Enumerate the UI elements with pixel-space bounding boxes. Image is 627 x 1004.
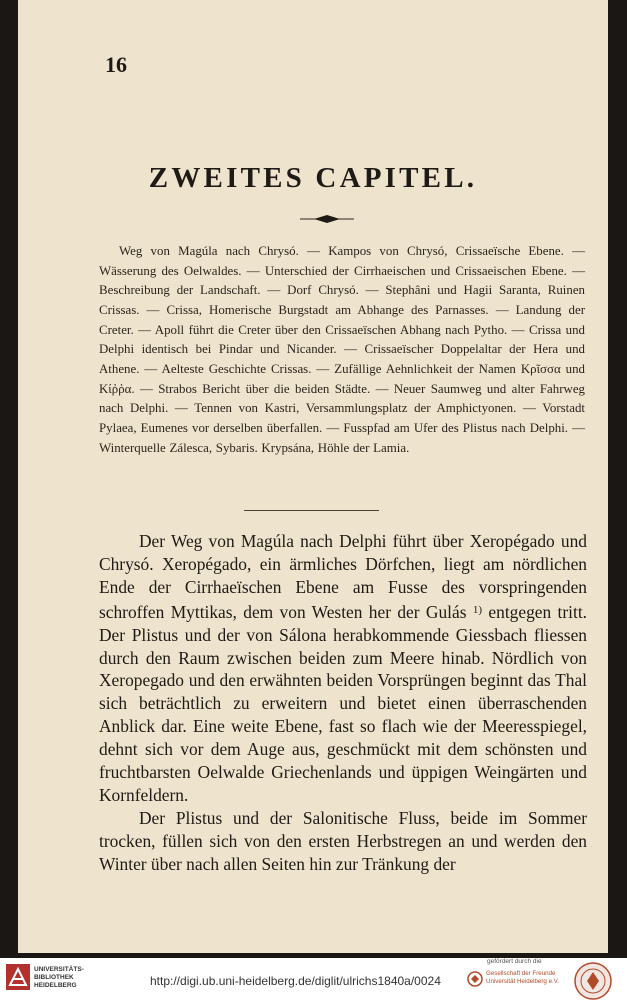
page-number: 16 bbox=[105, 52, 127, 77]
section-divider bbox=[244, 510, 379, 511]
ornament-rule-icon bbox=[300, 213, 354, 225]
library-name: UNIVERSITÄTS- BIBLIOTHEK HEIDELBERG bbox=[34, 966, 84, 989]
paragraph-2: Der Plistus und der Salonitische Fluss, beide im Sommer trocken, füllen sich von den ersten Herbstregen an und werden den Winter über nach allen Seiten hin zur Tränkung der bbox=[99, 807, 587, 874]
body-text bbox=[99, 530, 587, 876]
footnote-reference[interactable]: 1) bbox=[472, 603, 483, 616]
society-name: Gesellschaft der Freunde Universität Heidelberg e.V. bbox=[486, 970, 560, 985]
book-page bbox=[18, 0, 608, 953]
chapter-title: ZWEITES CAPITEL. bbox=[148, 162, 478, 194]
digitization-footer bbox=[0, 958, 627, 1004]
permalink-url[interactable]: http://digi.ub.uni-heidelberg.de/diglit/ulrichs1840a/0024 bbox=[150, 974, 441, 988]
university-seal-icon bbox=[573, 961, 613, 1001]
funded-by-label: gefördert durch die bbox=[487, 958, 542, 965]
chapter-summary: Weg von Magúla nach Chrysó. — Kampos von Chrysó, Crissaeïsche Ebene. — Wässerung des Oelwaldes. — Unterschied der Cirrhaeischen und Crissaeischen Ebene. — Beschreibung der Landschaft. — Dorf Chrysó. — Stephâni und Hagii Saranta, Ruinen Crissas. — Crissa, Homerische Burgstadt am Abhange des Parnasses. — Landung der Creter. — Apoll führt die Creter über den Crissaeïschen Abhang nach Pytho. — Crissa und Delphi identisch bei Pindar und Nicander. — Crissaeïscher Doppelaltar der Hera und Athene. — Aelteste Geschichte Crissas. — Zufällige Aehnlichkeit der Namen Κρῖσσα und Κίῤῥα. — Strabos Bericht über die beiden Städte. — Neuer Saumweg und alter Fahrweg nach Delphi. — Tennen von Kastri, Versammlungsplatz der Amphictyonen. — Vorstadt Pylaea, Eumenes vor derselben überfallen. — Fusspfad am Ufer des Plistus nach Delphi. — Winterquelle Zálesca, Sybaris. Krypsána, Höhle der Lamia. bbox=[99, 244, 585, 455]
paragraph-1: Der Weg von Magúla nach Delphi führt über Xeropégado und Chrysó. Xeropégado, ein ärmliches Dörfchen, liegt am nördlichen Ende der Cirrhaeïschen Ebene am Fusse des vorspringenden schroffen Myttikas, dem von Westen her der Gulás $^{1)}$ entgegen tritt. Der Plistus und der von Sálona herabkommende Giessbach fliessen durch den Raum zwischen beiden zum Meere hinab. Nördlich von Xeropegado und den erwähnten beiden Vorsprüngen beginnt das Thal sich beträchtlich zu erweitern und bietet einen überraschenden Anblick dar. Eine weite Ebene, fast so flach wie der Meeresspiegel, dehnt sich vor dem Auge aus, geschmückt mit dem schönsten und fruchtbarsten Oelwalde Griechenlands und üppigen Weingärten und Kornfeldern. bbox=[99, 531, 588, 805]
society-logo-icon bbox=[467, 971, 483, 987]
library-logo-icon[interactable] bbox=[6, 964, 30, 990]
